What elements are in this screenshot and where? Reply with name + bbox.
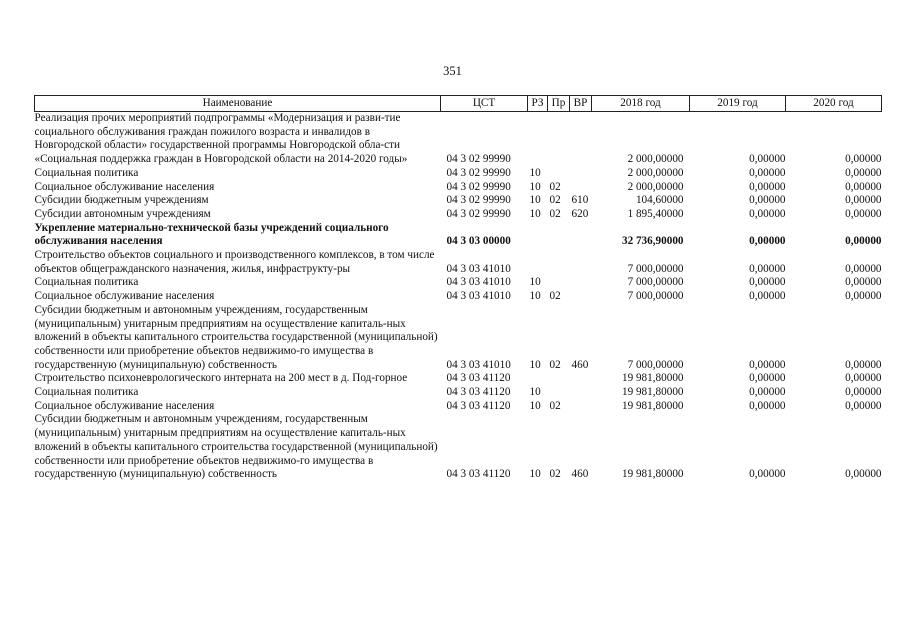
row-amount-2018: 2 000,00000: [627, 180, 684, 193]
row-amount-2020: 0,00000: [845, 180, 882, 193]
table-row: [35, 194, 882, 208]
row-amount-2019: 0,00000: [749, 372, 786, 385]
row-vr: [570, 386, 592, 400]
row-name: Социальное обслуживание населения: [34, 399, 215, 412]
row-rz: [528, 372, 548, 386]
row-vr: [570, 372, 592, 386]
table-row: [35, 167, 882, 181]
row-amount-2018: 19 981,80000: [621, 386, 684, 399]
row-amount-2018: 1 895,40000: [627, 207, 684, 220]
row-amount-2020: 0,00000: [845, 262, 882, 275]
row-amount-2019: 0,00000: [749, 276, 786, 289]
row-vr: [570, 181, 592, 195]
row-amount-2018: 7 000,00000: [627, 290, 684, 303]
row-amount-2018: 19 981,80000: [621, 399, 684, 412]
row-cst: 04 3 03 41120: [446, 372, 511, 385]
row-pr: 02: [549, 194, 561, 207]
row-vr: 620: [571, 207, 589, 220]
row-amount-2019: 0,00000: [749, 194, 786, 207]
row-name: Субсидии бюджетным и автономным учреждениям, государственным (муниципальным) унитарным предприятиям на осуществление капиталь-ных вложений в объекты капитального строительства государственной (муниципальной) собственности или приобретение объектов недвижимо-го имущества в государственную (муниципальную) собственность: [34, 303, 438, 371]
row-vr: [570, 400, 592, 414]
row-cst: 04 3 02 99990: [446, 207, 511, 220]
row-name: Реализация прочих мероприятий подпрограммы «Модернизация и разви-тие социального обслуживания граждан пожилого возраста и инвалидов в Новгородской области» государственной программы Новгородской обла-сти «Социальная поддержка граждан в Новгородской области на 2014-2020 годы»: [34, 112, 408, 166]
row-name: Строительство психоневрологического интерната на 200 мест в д. Под-горное: [34, 372, 408, 385]
row-name: Социальная политика: [34, 386, 139, 399]
table-row: [35, 112, 882, 167]
row-cst: 04 3 03 41120: [446, 468, 511, 481]
row-rz: 10: [529, 468, 541, 481]
table-row: [35, 372, 882, 386]
row-pr: [548, 222, 570, 249]
row-pr: 02: [549, 468, 561, 481]
row-amount-2018: 7 000,00000: [627, 276, 684, 289]
row-vr: 460: [571, 358, 589, 371]
row-rz: 10: [529, 358, 541, 371]
row-amount-2020: 0,00000: [845, 235, 882, 248]
row-amount-2020: 0,00000: [845, 153, 882, 166]
table-body: [35, 112, 882, 482]
table-row: [35, 413, 882, 482]
header-vr: ВР: [570, 96, 592, 112]
row-pr: 02: [549, 399, 561, 412]
table-row: [35, 290, 882, 304]
row-cst: 04 3 03 41010: [446, 290, 511, 303]
row-vr: 460: [571, 468, 589, 481]
row-vr: [570, 276, 592, 290]
row-cst: 04 3 03 41010: [446, 262, 511, 275]
row-amount-2018: 19 981,80000: [621, 468, 684, 481]
row-amount-2019: 0,00000: [749, 468, 786, 481]
row-rz: [528, 112, 548, 167]
row-amount-2018: 7 000,00000: [627, 262, 684, 275]
row-rz: 10: [529, 194, 541, 207]
row-pr: [548, 249, 570, 276]
row-amount-2020: 0,00000: [845, 386, 882, 399]
row-name: Строительство объектов социального и производственного комплексов, в том числе объектов общегражданского назначения, жилья, инфраструкту-ры: [34, 249, 435, 275]
table-row: [35, 208, 882, 222]
header-rz: РЗ: [528, 96, 548, 112]
row-vr: [570, 249, 592, 276]
row-name: Укрепление материально-технической базы учреждений социального обслуживания населения: [34, 221, 389, 248]
budget-table: [34, 95, 882, 482]
row-pr: 02: [549, 207, 561, 220]
row-amount-2018: 32 736,90000: [621, 235, 684, 248]
row-amount-2019: 0,00000: [749, 153, 786, 166]
row-name: Субсидии бюджетным и автономным учреждениям, государственным (муниципальным) унитарным предприятиям на осуществление капиталь-ных вложений в объекты капитального строительства государственной (муниципальной) собственности или приобретение объектов недвижимо-го имущества в государственную (муниципальную) собственность: [34, 413, 438, 481]
header-2019: 2019 год: [690, 96, 786, 112]
row-amount-2020: 0,00000: [845, 290, 882, 303]
table-row: [35, 276, 882, 290]
table-row: [35, 400, 882, 414]
row-amount-2019: 0,00000: [749, 235, 786, 248]
row-rz: 10: [529, 399, 541, 412]
row-pr: 02: [549, 358, 561, 371]
row-amount-2019: 0,00000: [749, 358, 786, 371]
table-row: [35, 222, 882, 249]
row-name: Субсидии автономным учреждениям: [34, 207, 211, 220]
table-row: [35, 386, 882, 400]
row-rz: [528, 249, 548, 276]
row-amount-2020: 0,00000: [845, 166, 882, 179]
row-name: Субсидии бюджетным учреждениям: [34, 194, 209, 207]
table-row: [35, 249, 882, 276]
row-amount-2018: 104,60000: [635, 194, 684, 207]
header-name: Наименование: [35, 96, 441, 112]
row-pr: [548, 167, 570, 181]
row-amount-2019: 0,00000: [749, 290, 786, 303]
row-amount-2019: 0,00000: [749, 386, 786, 399]
row-name: Социальное обслуживание населения: [34, 290, 215, 303]
row-name: Социальное обслуживание населения: [34, 180, 215, 193]
row-vr: [570, 290, 592, 304]
row-pr: [548, 112, 570, 167]
row-name: Социальная политика: [34, 276, 139, 289]
row-cst: 04 3 03 41010: [446, 276, 511, 289]
row-cst: 04 3 03 00000: [446, 235, 511, 248]
header-pr: Пр: [548, 96, 570, 112]
row-amount-2020: 0,00000: [845, 276, 882, 289]
row-pr: [548, 386, 570, 400]
header-cst: ЦСТ: [441, 96, 528, 112]
row-amount-2019: 0,00000: [749, 180, 786, 193]
row-rz: 10: [529, 166, 541, 179]
row-amount-2019: 0,00000: [749, 262, 786, 275]
row-pr: [548, 276, 570, 290]
row-rz: 10: [529, 386, 541, 399]
row-amount-2019: 0,00000: [749, 399, 786, 412]
row-vr: [570, 167, 592, 181]
row-vr: [570, 222, 592, 249]
row-rz: 10: [529, 290, 541, 303]
row-amount-2020: 0,00000: [845, 372, 882, 385]
row-name: Социальная политика: [34, 166, 139, 179]
row-vr: 610: [571, 194, 589, 207]
row-amount-2019: 0,00000: [749, 207, 786, 220]
row-cst: 04 3 02 99990: [446, 194, 511, 207]
row-amount-2018: 19 981,80000: [621, 372, 684, 385]
page-number: 351: [443, 64, 462, 78]
header-2018: 2018 год: [592, 96, 690, 112]
table-row: [35, 304, 882, 373]
row-amount-2020: 0,00000: [845, 207, 882, 220]
table-header: [35, 96, 882, 112]
header-2020: 2020 год: [786, 96, 882, 112]
row-amount-2020: 0,00000: [845, 194, 882, 207]
row-cst: 04 3 03 41120: [446, 386, 511, 399]
row-amount-2018: 2 000,00000: [627, 153, 684, 166]
row-cst: 04 3 02 99990: [446, 166, 511, 179]
table-row: [35, 181, 882, 195]
row-pr: [548, 372, 570, 386]
row-amount-2020: 0,00000: [845, 358, 882, 371]
row-rz: 10: [529, 180, 541, 193]
row-amount-2020: 0,00000: [845, 468, 882, 481]
row-cst: 04 3 02 99990: [446, 180, 511, 193]
row-amount-2018: 7 000,00000: [627, 358, 684, 371]
row-rz: 10: [529, 207, 541, 220]
row-cst: 04 3 02 99990: [446, 153, 511, 166]
row-amount-2018: 2 000,00000: [627, 166, 684, 179]
row-amount-2020: 0,00000: [845, 399, 882, 412]
row-rz: [528, 222, 548, 249]
row-cst: 04 3 03 41120: [446, 399, 511, 412]
row-pr: 02: [549, 290, 561, 303]
row-vr: [570, 112, 592, 167]
row-cst: 04 3 03 41010: [446, 358, 511, 371]
row-rz: 10: [529, 276, 541, 289]
row-pr: 02: [549, 180, 561, 193]
row-amount-2019: 0,00000: [749, 166, 786, 179]
